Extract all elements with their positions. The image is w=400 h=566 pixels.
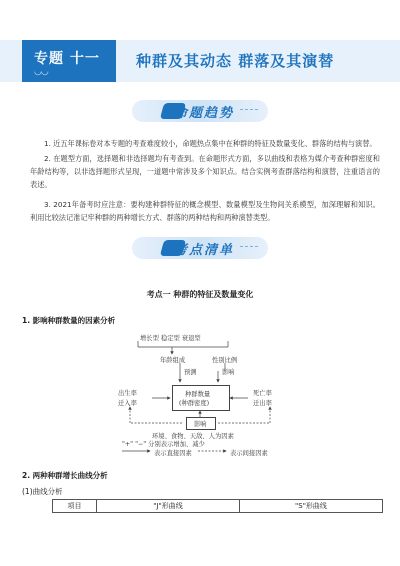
age-structure-label: 年龄组成	[160, 357, 186, 364]
subsection-heading-factors: 1. 影响种群数量的因素分析	[22, 316, 116, 325]
topic-title: 考点一 种群的特征及数量变化	[146, 290, 254, 299]
affect-label: 影响	[222, 369, 235, 376]
influence-box	[186, 417, 216, 430]
sex-ratio-label: 性别比例	[212, 357, 238, 364]
table-header-cell: "J"形曲线	[97, 500, 240, 513]
table-header-cell: "S"形曲线	[240, 500, 383, 513]
age-structure-types: 增长型 稳定型 衰退型	[140, 335, 201, 342]
chapter-tab	[22, 40, 116, 82]
death-rate-label: 死亡率	[253, 390, 272, 397]
banner-dash-decoration	[240, 109, 258, 114]
center-label-line1: 种群数量	[185, 391, 211, 398]
population-density-box	[172, 385, 230, 411]
section-banner-checklist	[132, 237, 268, 259]
immigration-rate-label: 迁入率	[118, 400, 137, 407]
legend-direct: 表示直接因素	[154, 450, 192, 457]
wave-decoration-icon: ◡◡	[34, 67, 48, 77]
curve-comparison-table	[52, 499, 383, 513]
external-factors-label: 环境、食物、天敌、人为因素	[152, 433, 234, 440]
legend-indirect: 表示间接因素	[230, 450, 268, 457]
emigration-rate-label: 迁出率	[253, 400, 272, 407]
center-label-line2: (种群密度)	[179, 400, 210, 407]
influence-label: 影响	[194, 421, 207, 428]
section-banner-trends	[132, 100, 268, 122]
legend-signs: "+" "−" 分别表示增加、减少	[122, 441, 205, 448]
paragraph-3: 3. 2021年备考时应注意：要构建种群特征的概念模型、数量模型及生物间关系模型，加深理解和知识。利用比较法记准记牢种群的两种增长方式、群落的两种结构和两种演替类型。	[30, 200, 380, 222]
section-label: 命题趋势	[174, 106, 235, 121]
population-factors-diagram	[100, 327, 300, 459]
subsection-curve-analysis: (1)曲线分析	[22, 487, 63, 496]
chapter-title: 种群及其动态 群落及其演替	[136, 52, 335, 70]
section-label: 考点清单	[174, 243, 235, 258]
table-header-cell: 项目	[53, 500, 97, 513]
chapter-tab-label: 专题 十一	[34, 51, 100, 67]
subsection-heading-curves: 2. 两种种群增长曲线分析	[22, 471, 108, 480]
birth-rate-label: 出生率	[118, 390, 137, 397]
paragraph-2: 2. 在题型方面，选择题和非选择题均有考查到。在命题形式方面，多以曲线和表格为媒介考查种群密度和年龄结构等，以非选择题形式呈现，一道题中常涉及多个知识点。结合实例考查群落结构和演替，注重语言的表述。	[30, 154, 380, 189]
predict-label: 预测	[184, 369, 197, 376]
paragraph-1: 1. 近五年课标卷对本专题的考查难度较小，命题热点集中在种群的特征及数量变化、群落的结构与演替。	[44, 139, 377, 148]
table-header-row	[53, 500, 383, 513]
banner-dash-decoration	[240, 246, 258, 251]
